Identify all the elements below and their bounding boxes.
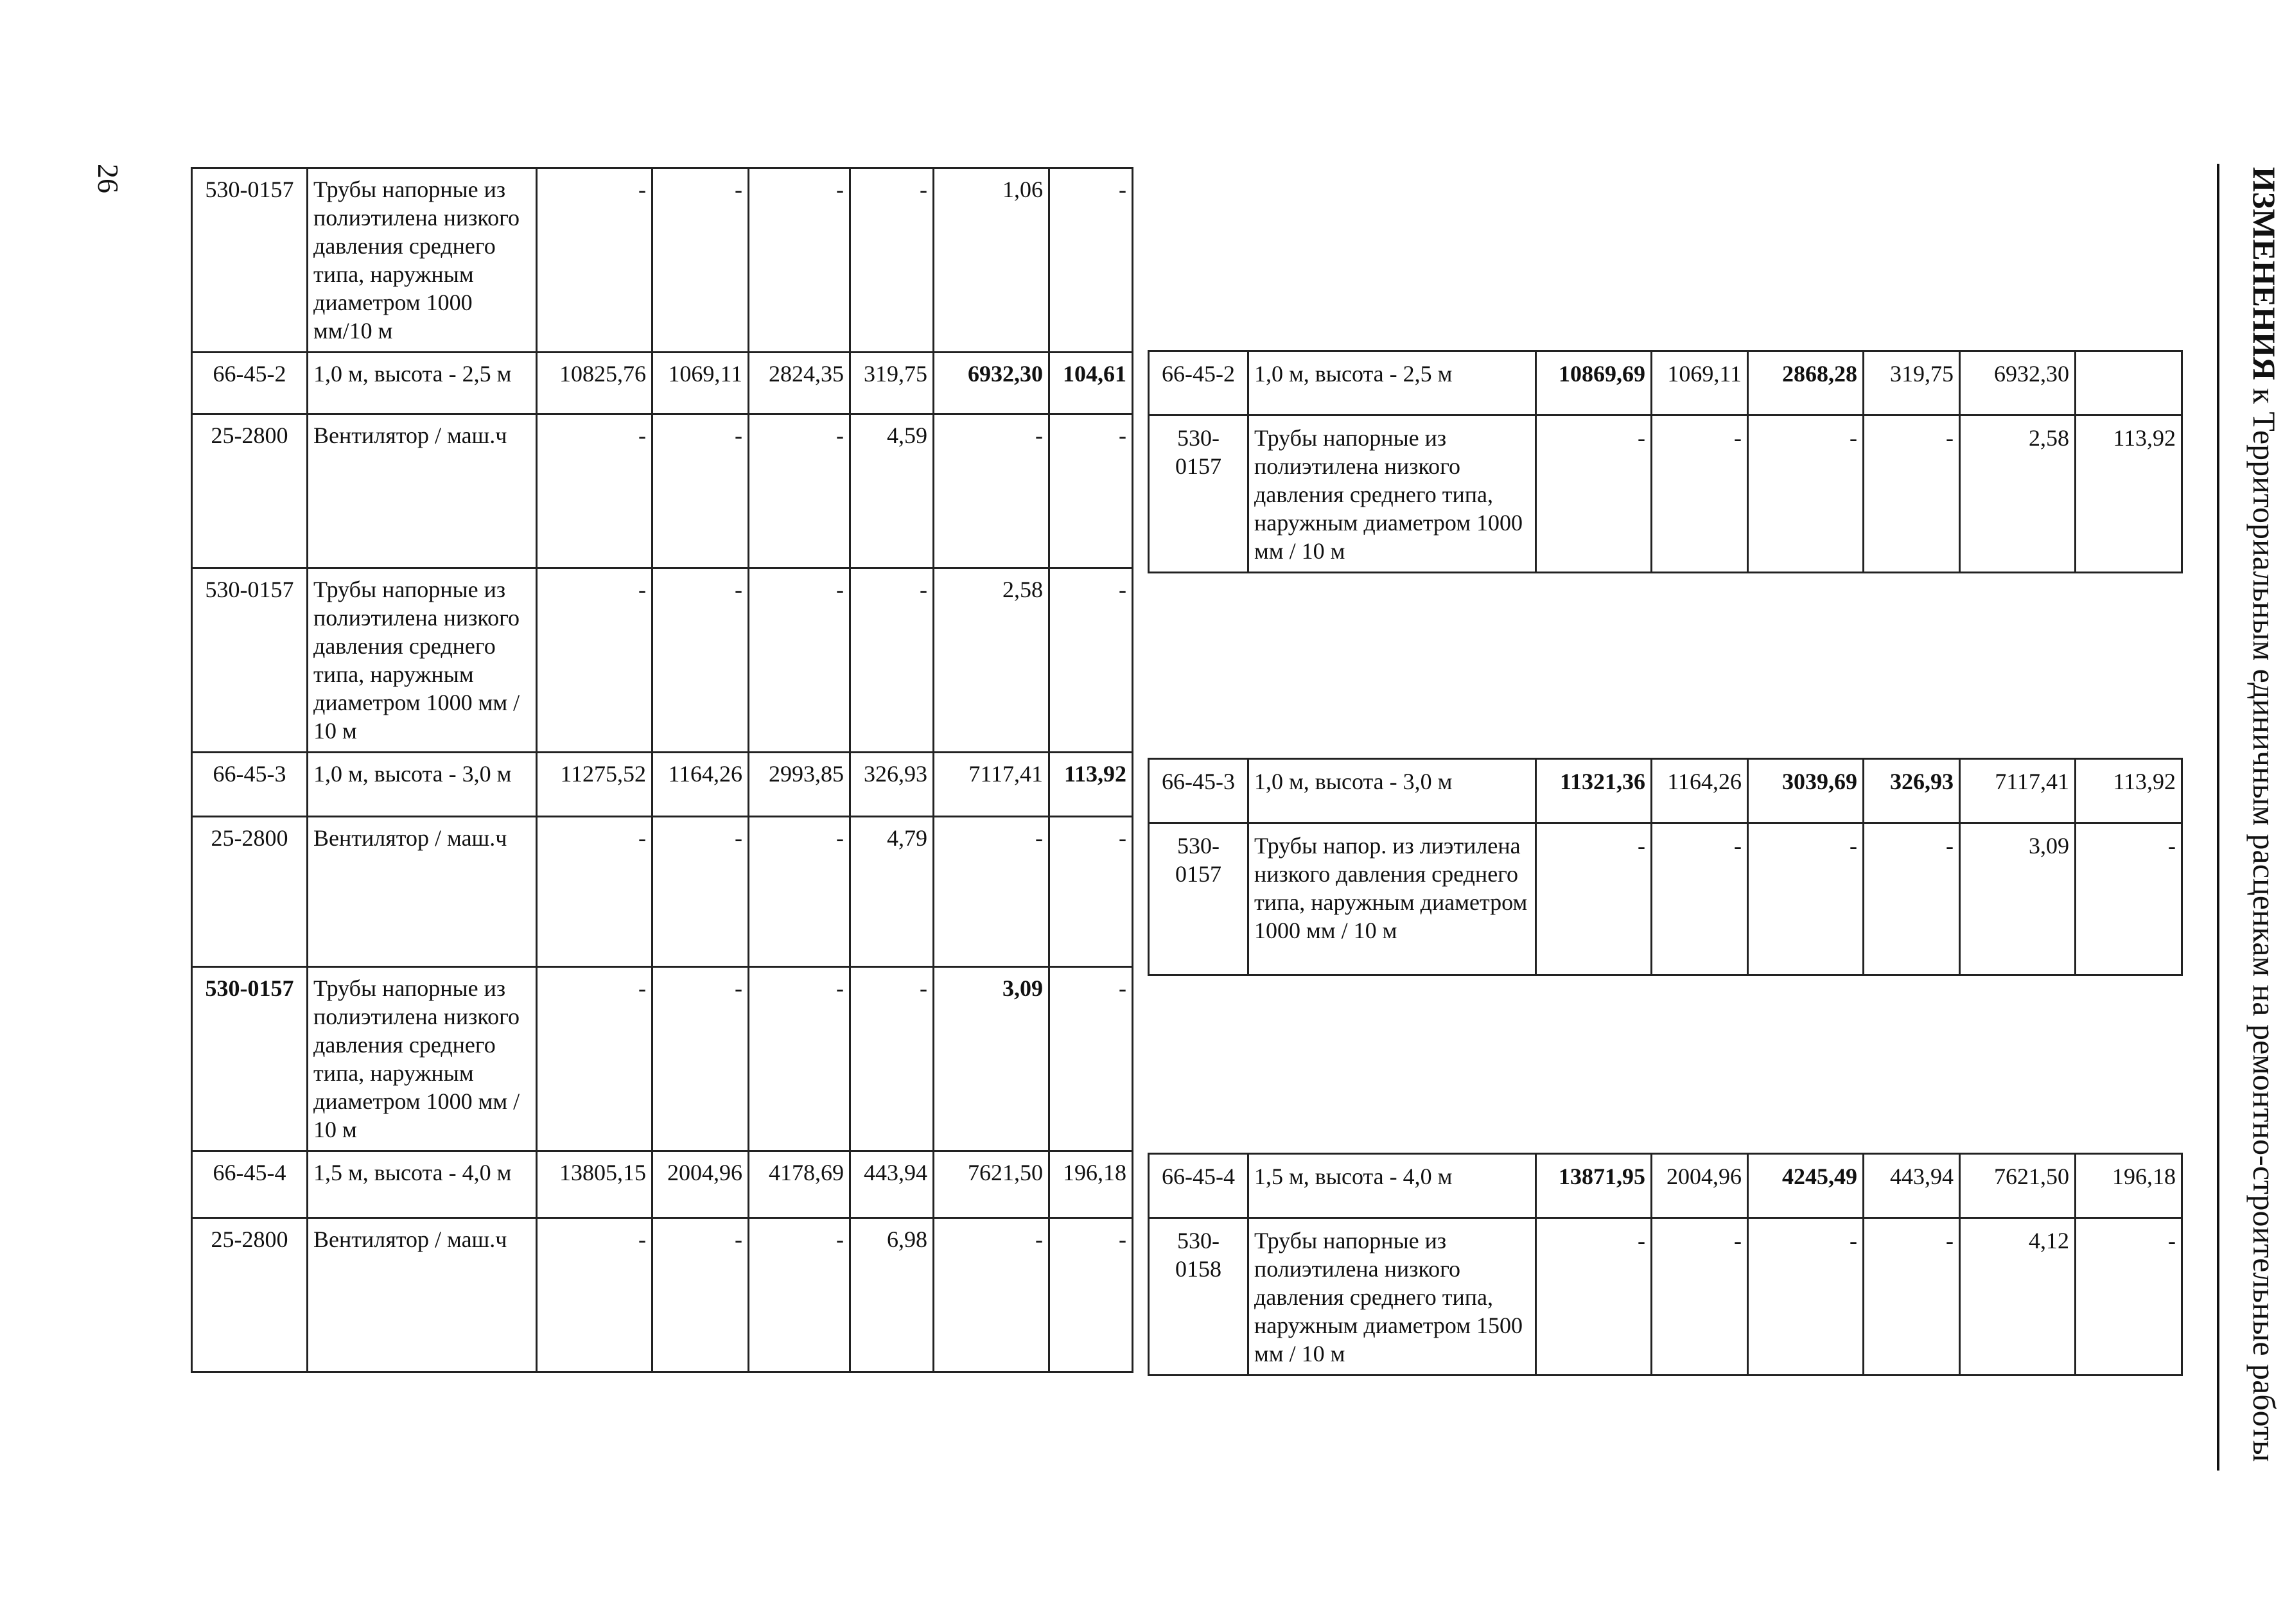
- value-cell: -: [652, 568, 749, 753]
- value-cell: -: [652, 817, 749, 967]
- value-cell: -: [850, 168, 934, 353]
- value-cell: 7117,41: [934, 753, 1049, 817]
- value-cell: 4,79: [850, 817, 934, 967]
- value-cell: -: [934, 1218, 1049, 1372]
- value-cell: 2004,96: [1652, 1154, 1748, 1218]
- table-gap: [1149, 573, 2182, 759]
- value-cell: 6932,30: [934, 353, 1049, 414]
- code-cell: 25-2800: [192, 414, 308, 568]
- value-cell: -: [1536, 1218, 1652, 1375]
- value-cell: 1,06: [934, 168, 1049, 353]
- table-row: [1149, 759, 2182, 823]
- name-cell: Вентилятор / маш.ч: [308, 414, 537, 568]
- value-cell: -: [934, 817, 1049, 967]
- value-cell: -: [1049, 967, 1133, 1151]
- value-cell: 3,09: [934, 967, 1049, 1151]
- value-cell: -: [749, 1218, 850, 1372]
- value-cell: -: [537, 817, 652, 967]
- value-cell: -: [1864, 415, 1960, 573]
- value-cell: 2993,85: [749, 753, 850, 817]
- value-cell: 13871,95: [1536, 1154, 1652, 1218]
- value-cell: 4,12: [1960, 1218, 2076, 1375]
- value-cell: 1069,11: [1652, 351, 1748, 415]
- value-cell: 2824,35: [749, 353, 850, 414]
- value-cell: 2868,28: [1748, 351, 1864, 415]
- value-cell: 2,58: [934, 568, 1049, 753]
- table-row: [192, 1151, 1133, 1218]
- code-cell: 66-45-3: [1149, 759, 1248, 823]
- value-cell: 10869,69: [1536, 351, 1652, 415]
- value-cell: 443,94: [850, 1151, 934, 1218]
- value-cell: 104,61: [1049, 353, 1133, 414]
- code-cell: 25-2800: [192, 817, 308, 967]
- table-gap: [1149, 975, 2182, 1154]
- value-cell: -: [537, 1218, 652, 1372]
- value-cell: -: [1536, 823, 1652, 975]
- name-cell: 1,5 м, высота - 4,0 м: [1248, 1154, 1536, 1218]
- value-cell: 6932,30: [1960, 351, 2076, 415]
- value-cell: -: [1864, 1218, 1960, 1375]
- name-cell: 1,0 м, высота - 2,5 м: [308, 353, 537, 414]
- name-cell: Трубы напорные из полиэтилена низкого давления среднего типа, наружным диаметром 1500 мм / 10 м: [1248, 1218, 1536, 1375]
- value-cell: 6,98: [850, 1218, 934, 1372]
- value-cell: -: [1864, 823, 1960, 975]
- code-cell: 66-45-4: [1149, 1154, 1248, 1218]
- side-title-rest: к Территориальным единичным расценкам на ремонтно-строительные работы: [2246, 380, 2282, 1462]
- value-cell: -: [1652, 415, 1748, 573]
- value-cell: -: [537, 414, 652, 568]
- name-cell: Трубы напорные из полиэтилена низкого давления среднего типа, наружным диаметром 1000 мм/10 м: [308, 168, 537, 353]
- value-cell: -: [850, 568, 934, 753]
- value-cell: 113,92: [2076, 415, 2182, 573]
- code-cell: 66-45-2: [1149, 351, 1248, 415]
- value-cell: 7621,50: [1960, 1154, 2076, 1218]
- side-title-rule: [2217, 164, 2219, 1471]
- value-cell: -: [652, 967, 749, 1151]
- value-cell: -: [1652, 823, 1748, 975]
- value-cell: -: [1536, 415, 1652, 573]
- value-cell: -: [749, 414, 850, 568]
- table-row: [1149, 823, 2182, 975]
- value-cell: -: [1748, 1218, 1864, 1375]
- value-cell: -: [1652, 1218, 1748, 1375]
- value-cell: 196,18: [2076, 1154, 2182, 1218]
- name-cell: Трубы напорные из полиэтилена низкого давления среднего типа, наружным диаметром 1000 мм / 10 м: [308, 967, 537, 1151]
- name-cell: Вентилятор / маш.ч: [308, 817, 537, 967]
- value-cell: 319,75: [1864, 351, 1960, 415]
- value-cell: -: [749, 568, 850, 753]
- name-cell: Трубы напорные из полиэтилена низкого давления среднего типа, наружным диаметром 1000 мм / 10 м: [1248, 415, 1536, 573]
- table-row: [1149, 1154, 2182, 1218]
- code-cell: 66-45-2: [192, 353, 308, 414]
- table-row: [192, 967, 1133, 1151]
- value-cell: -: [1049, 817, 1133, 967]
- right-price-table: [1148, 350, 2183, 1376]
- code-cell: 66-45-4: [192, 1151, 308, 1218]
- value-cell: 2,58: [1960, 415, 2076, 573]
- table-row: [192, 817, 1133, 967]
- page-number: 26: [92, 164, 125, 193]
- code-cell: 530-0158: [1149, 1218, 1248, 1375]
- name-cell: 1,0 м, высота - 3,0 м: [1248, 759, 1536, 823]
- value-cell: -: [749, 168, 850, 353]
- code-cell: 530-0157: [192, 967, 308, 1151]
- name-cell: Вентилятор / маш.ч: [308, 1218, 537, 1372]
- value-cell: 11275,52: [537, 753, 652, 817]
- name-cell: Трубы напор. из лиэтилена низкого давления среднего типа, наружным диаметром 1000 мм / 10 м: [1248, 823, 1536, 975]
- table-row: [1149, 1218, 2182, 1375]
- side-title-bold: ИЗМЕНЕНИЯ: [2246, 167, 2282, 380]
- value-cell: 10825,76: [537, 353, 652, 414]
- code-cell: 530-0157: [1149, 823, 1248, 975]
- table-row: [192, 1218, 1133, 1372]
- value-cell: -: [934, 414, 1049, 568]
- table-row: [192, 353, 1133, 414]
- value-cell: -: [1748, 415, 1864, 573]
- name-cell: 1,5 м, высота - 4,0 м: [308, 1151, 537, 1218]
- value-cell: -: [1049, 168, 1133, 353]
- value-cell: -: [1049, 1218, 1133, 1372]
- name-cell: 1,0 м, высота - 3,0 м: [308, 753, 537, 817]
- value-cell: -: [1049, 568, 1133, 753]
- value-cell: -: [749, 967, 850, 1151]
- value-cell: -: [2076, 823, 2182, 975]
- value-cell: -: [652, 1218, 749, 1372]
- table-row: [192, 753, 1133, 817]
- code-cell: 25-2800: [192, 1218, 308, 1372]
- code-cell: 66-45-3: [192, 753, 308, 817]
- value-cell: -: [1049, 414, 1133, 568]
- code-cell: 530-0157: [192, 568, 308, 753]
- value-cell: 1164,26: [1652, 759, 1748, 823]
- table-row: [192, 414, 1133, 568]
- value-cell: 196,18: [1049, 1151, 1133, 1218]
- table-row: [192, 168, 1133, 353]
- value-cell: -: [2076, 1218, 2182, 1375]
- table-row: [1149, 351, 2182, 415]
- value-cell: 113,92: [1049, 753, 1133, 817]
- name-text: 1,0 м, высота - 2,5 м: [1254, 361, 1453, 387]
- table-row: [192, 568, 1133, 753]
- name-cell: Трубы напорные из полиэтилена низкого давления среднего типа, наружным диаметром 1000 мм / 10 м: [308, 568, 537, 753]
- value-cell: 4178,69: [749, 1151, 850, 1218]
- code-cell: 530-0157: [1149, 415, 1248, 573]
- value-cell: 326,93: [850, 753, 934, 817]
- side-title: [2246, 167, 2283, 1462]
- value-cell: [2076, 351, 2182, 415]
- value-cell: 326,93: [1864, 759, 1960, 823]
- value-cell: 319,75: [850, 353, 934, 414]
- value-cell: -: [850, 967, 934, 1151]
- value-cell: 113,92: [2076, 759, 2182, 823]
- value-cell: 7621,50: [934, 1151, 1049, 1218]
- value-cell: 4245,49: [1748, 1154, 1864, 1218]
- value-cell: -: [749, 817, 850, 967]
- value-cell: 13805,15: [537, 1151, 652, 1218]
- code-cell: 530-0157: [192, 168, 308, 353]
- value-cell: 3039,69: [1748, 759, 1864, 823]
- value-cell: 7117,41: [1960, 759, 2076, 823]
- value-cell: 1069,11: [652, 353, 749, 414]
- value-cell: 3,09: [1960, 823, 2076, 975]
- value-cell: 443,94: [1864, 1154, 1960, 1218]
- value-cell: -: [537, 568, 652, 753]
- left-price-table: [191, 167, 1133, 1373]
- table-row: [1149, 415, 2182, 573]
- value-cell: 4,59: [850, 414, 934, 568]
- name-cell: [1248, 351, 1536, 415]
- value-cell: 1164,26: [652, 753, 749, 817]
- value-cell: 2004,96: [652, 1151, 749, 1218]
- value-cell: -: [652, 414, 749, 568]
- value-cell: -: [537, 168, 652, 353]
- value-cell: -: [652, 168, 749, 353]
- value-cell: -: [1748, 823, 1864, 975]
- value-cell: -: [537, 967, 652, 1151]
- value-cell: 11321,36: [1536, 759, 1652, 823]
